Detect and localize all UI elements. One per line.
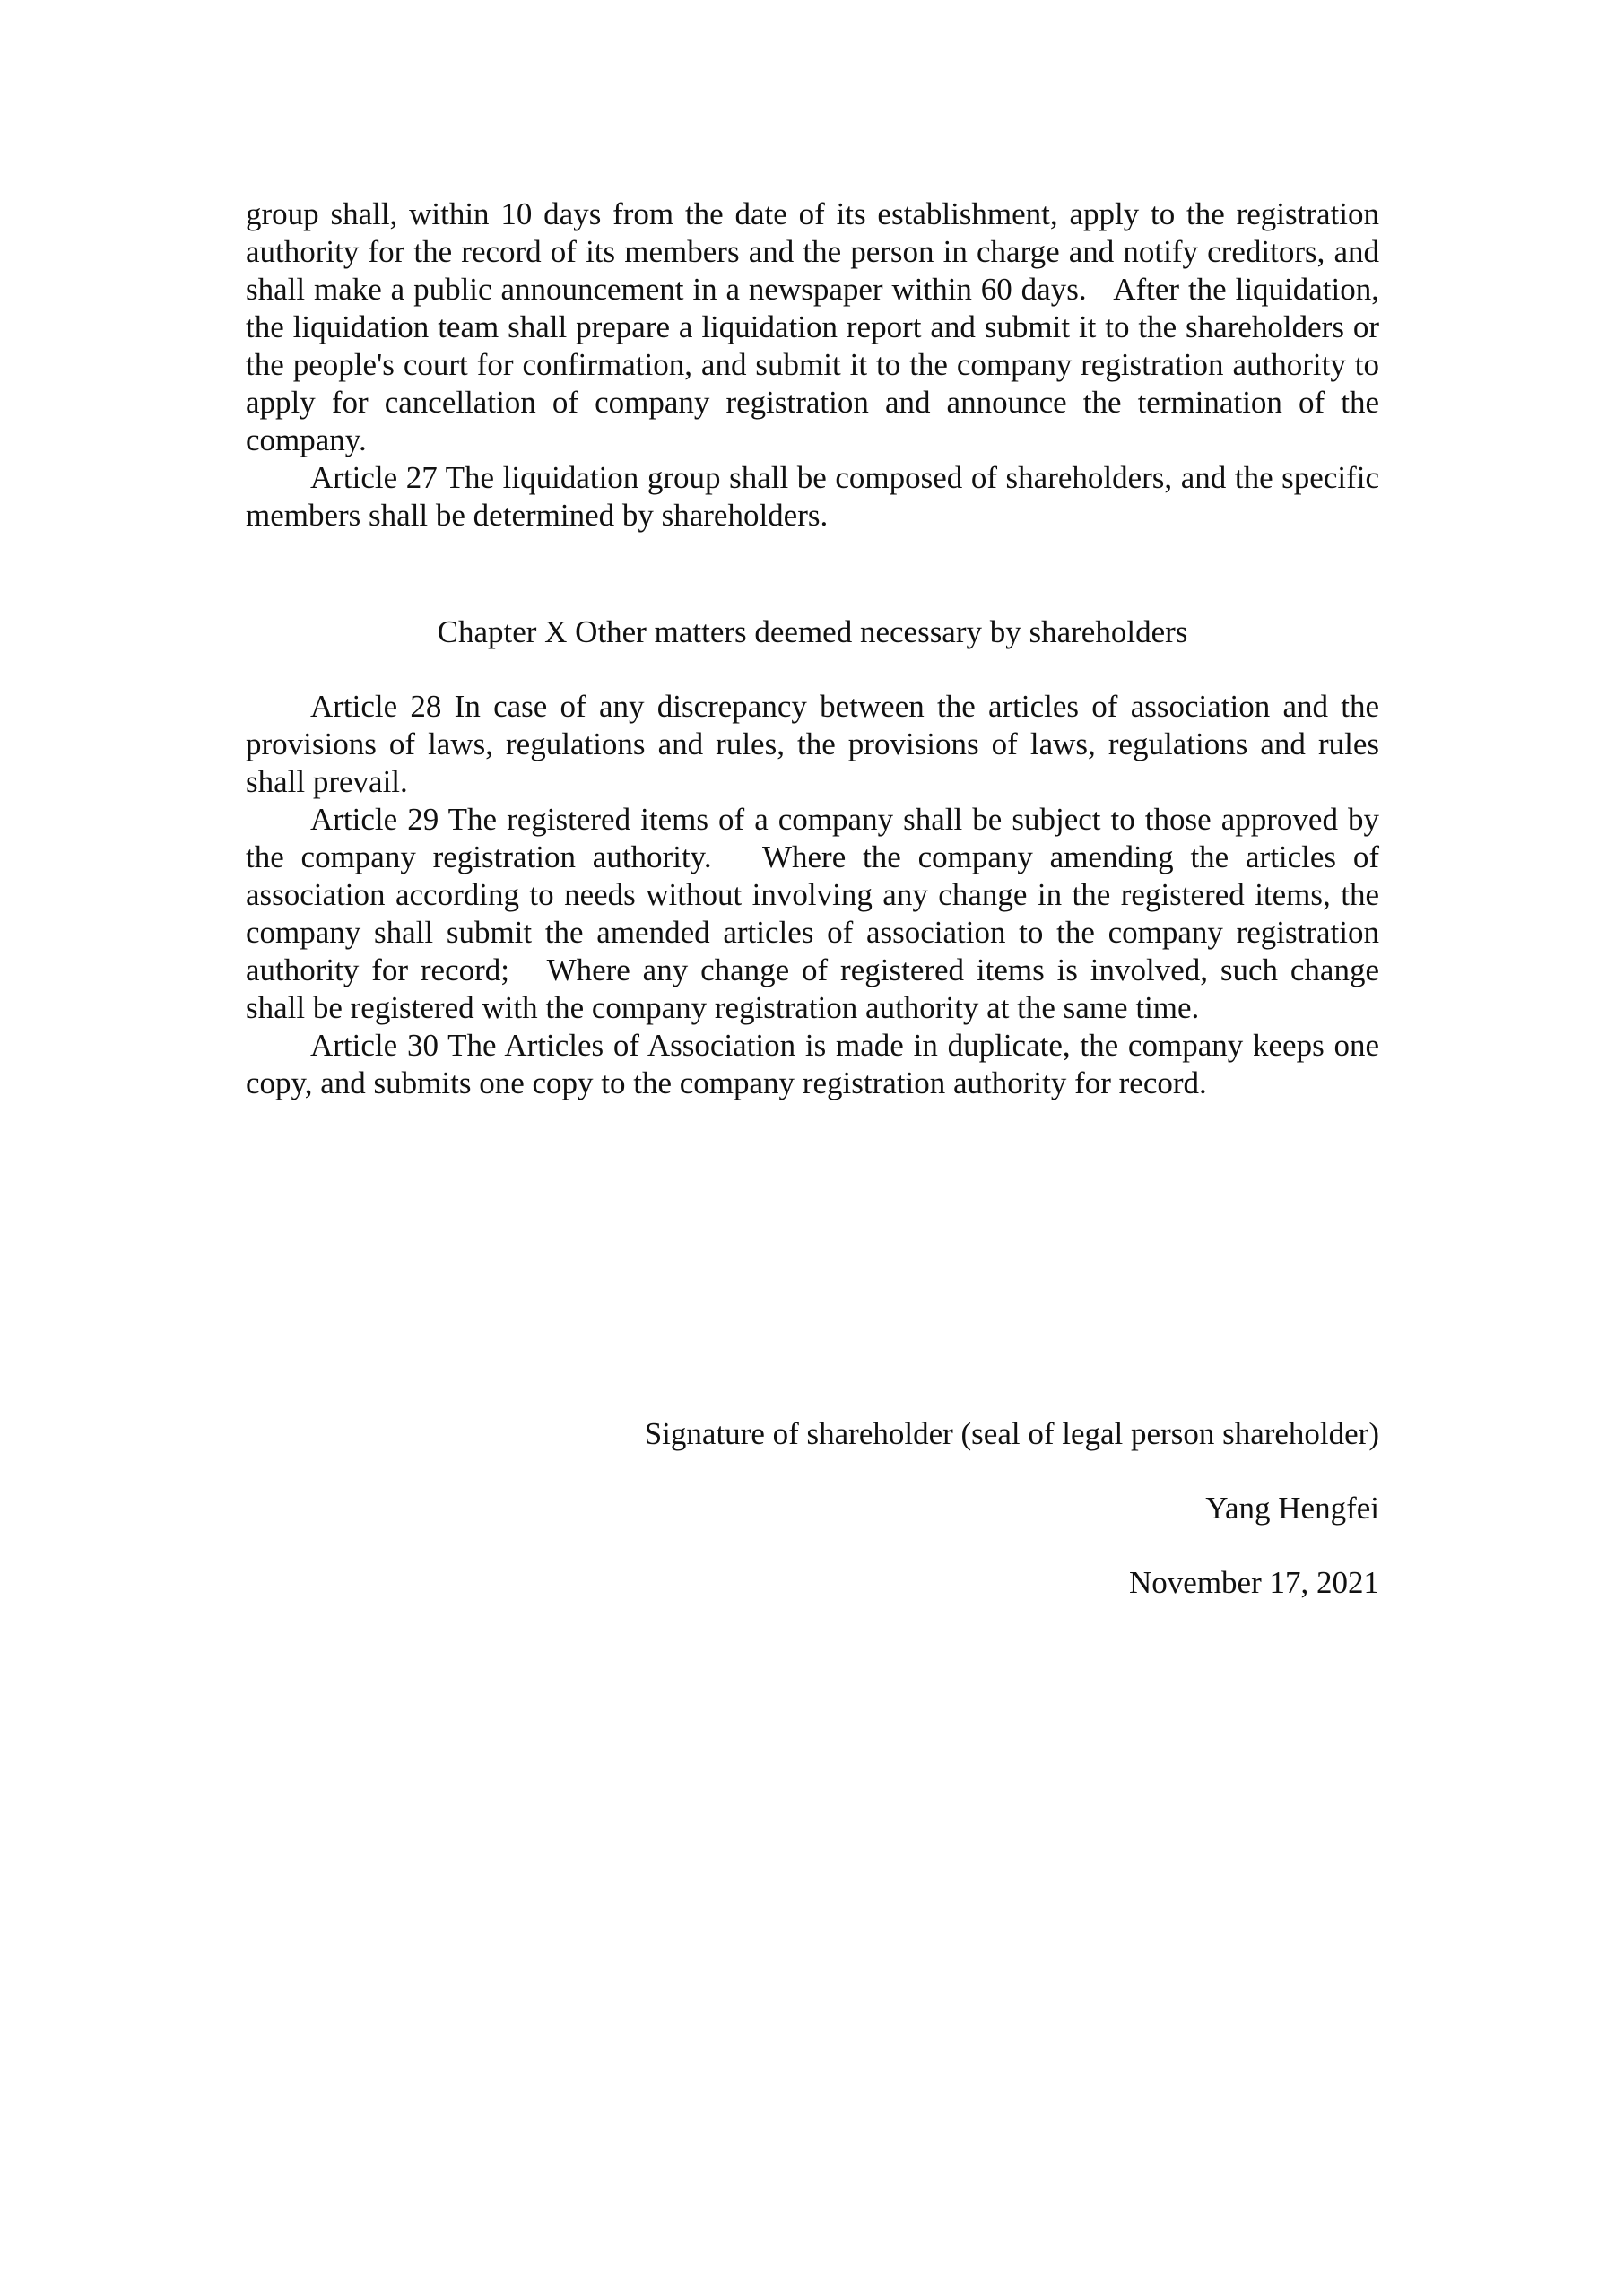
document-body [246,196,1379,1102]
signature-date: November 17, 2021 [1129,1565,1379,1600]
article-29-paragraph: Article 29 The registered items of a company shall be subject to those approved by the company registration authority. Where the company amending the articles of association according to needs without involving any change in the registered items, the company shall submit the amended articles of association to the company registration authority for record; Where any change of registered items is involved, such change shall be registered with the company registration authority at the same time. [246,802,1379,1025]
signature-caption: Signature of shareholder (seal of legal person shareholder) [644,1416,1379,1451]
liquidation-continuation-paragraph: group shall, within 10 days from the date of its establishment, apply to the registration authority for the record of its members and the person in charge and notify creditors, and shall make a public announcement in a newspaper within 60 days. After the liquidation, the liquidation team shall prepare a liquidation report and submit it to the shareholders or the people's court for confirmation, and submit it to the company registration authority to apply for cancellation of company registration and announce the termination of the company. [246,196,1379,457]
article-27-paragraph: Article 27 The liquidation group shall be composed of shareholders, and the specific members shall be determined by shareholders. [246,460,1379,533]
chapter-x-heading: Chapter X Other matters deemed necessary by shareholders [437,614,1188,649]
signature-block [482,1415,1379,1639]
signatory-name: Yang Hengfei [1205,1491,1379,1526]
article-28-paragraph: Article 28 In case of any discrepancy between the articles of association and the provisions of laws, regulations and rules, the provisions of laws, regulations and rules shall prevail. [246,689,1379,799]
article-30-paragraph: Article 30 The Articles of Association is made in duplicate, the company keeps one copy, and submits one copy to the company registration authority for record. [246,1028,1379,1100]
